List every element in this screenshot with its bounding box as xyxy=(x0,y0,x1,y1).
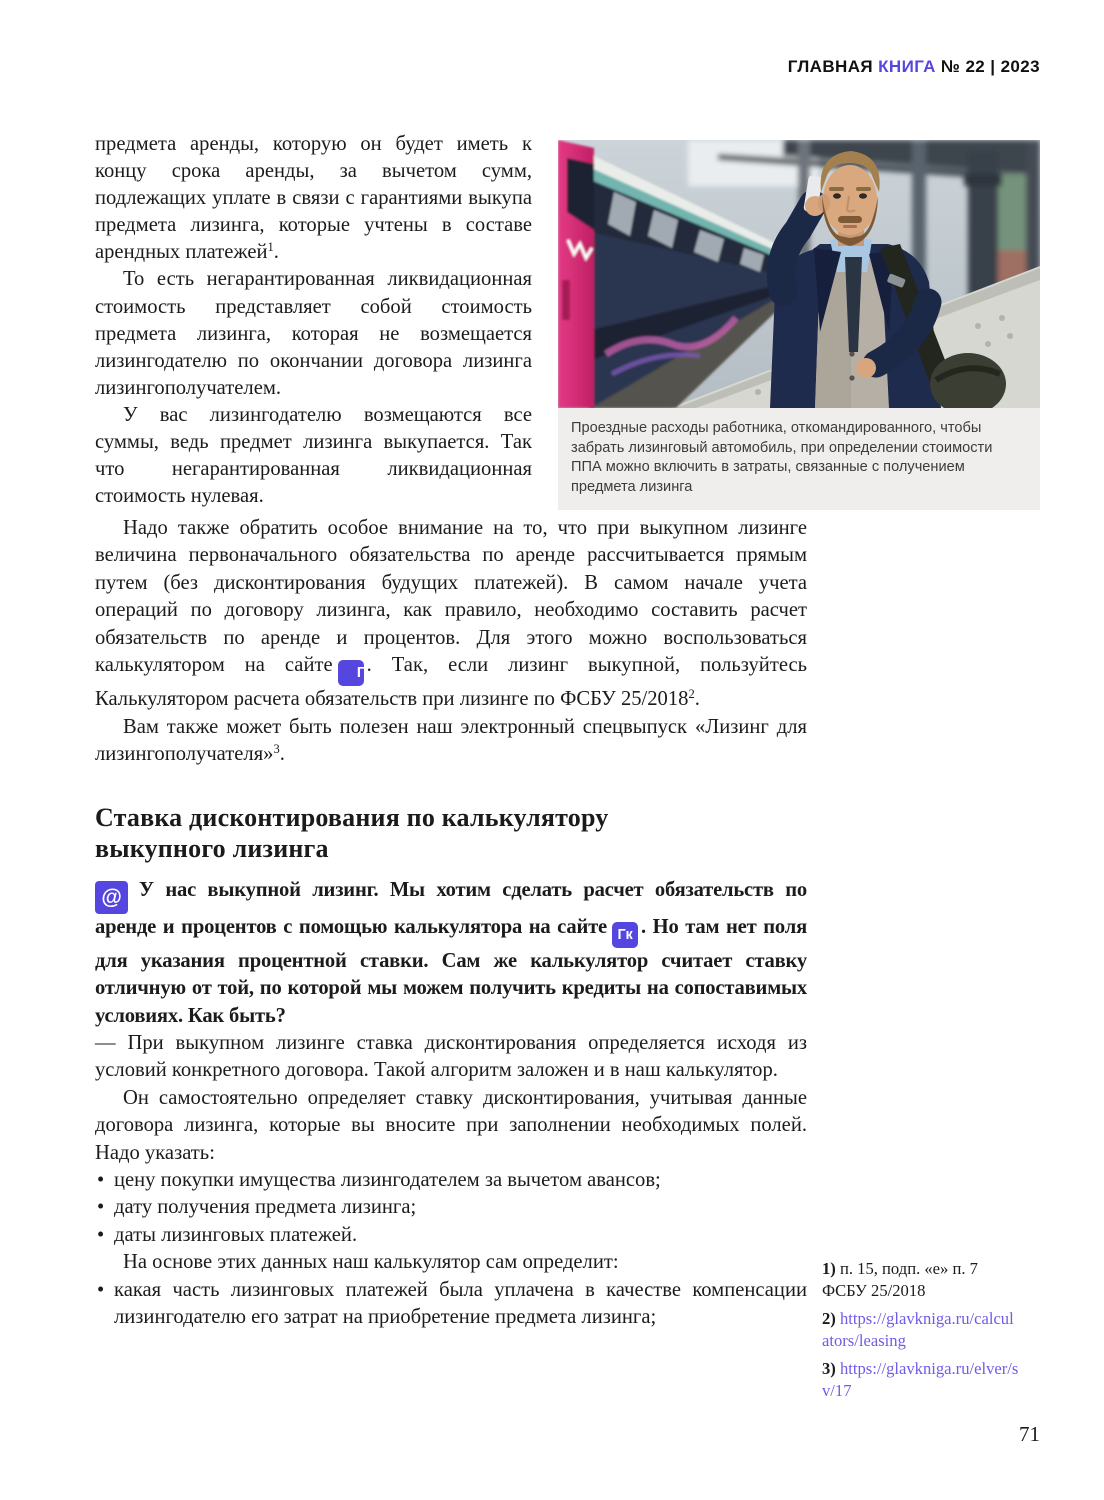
section-heading: Ставка дисконтирования по калькулятору выкупного лизинга xyxy=(95,802,609,863)
photo-illustration xyxy=(558,140,1040,408)
magazine-issue: № 22 | 2023 xyxy=(935,57,1040,76)
list-item: • цену покупки имущества лизингодателем за вычетом авансов; xyxy=(95,1167,807,1194)
left-text-column xyxy=(95,131,532,510)
list-item: • даты лизинговых платежей. xyxy=(95,1222,807,1249)
list-item: • какая часть лизинговых платежей была уплачена в качестве компенсации лизингодателю его затрат на приобретение предмета лизинга; xyxy=(95,1277,807,1332)
footnote-link-calculators[interactable]: https://glavkniga.ru/calculators/leasing xyxy=(822,1309,1014,1350)
paragraph: Надо также обратить особое внимание на то, что при выкупном лизинге величина первоначального обязательства по аренде рассчитывается прямым путем (без дисконтирования будущих платежей). В самом начале учета операций по договору лизинга, как правило, необходимо составить расчет обязательств по аренде и процентов. Для этого можно воспользоваться калькулятором на сайте Гк. Так, если лизинг выкупной, пользуйтесь Калькулятором расчета обязательств при лизинге по ФСБУ 25/2018$^2$. xyxy=(95,517,808,711)
glavkniga-site-icon: Гк xyxy=(338,660,364,686)
footnote-2: 2) https://glavkniga.ru/calculators/leasing xyxy=(822,1309,1014,1350)
magazine-title-brand: КНИГА xyxy=(878,57,936,76)
footnote-3: 3) https://glavkniga.ru/elver/sv/17 xyxy=(822,1359,1019,1400)
list-item: • дату получения предмета лизинга; xyxy=(95,1194,807,1221)
question-at-icon: @ xyxy=(95,881,128,914)
answer-paragraph: — При выкупном лизинге ставка дисконтирования определяется исходя из условий конкретного договора. Такой алгоритм заложен и в наш калькулятор. xyxy=(95,1031,807,1082)
paragraph: На основе этих данных наш калькулятор сам определит: xyxy=(123,1251,619,1274)
footnote-1: 1) п. 15, подп. «е» п. 7 ФСБУ 25/2018 xyxy=(822,1259,978,1300)
paragraph: У вас лизингодателю возмещаются все суммы, ведь предмет лизинга выкупается. Так что негарантированная ликвидационная стоимость нулевая. xyxy=(95,403,532,508)
glavkniga-site-icon: Гк xyxy=(612,922,638,948)
photo-train-platform xyxy=(558,140,1040,408)
footnotes-block xyxy=(822,1258,1020,1408)
answer-paragraph: Он самостоятельно определяет ставку дисконтирования, учитывая данные договора лизинга, которые вы вносите при заполнении необходимых полей. Надо указать: xyxy=(95,1086,807,1164)
magazine-header xyxy=(788,57,1040,77)
footnote-link-elver[interactable]: https://glavkniga.ru/elver/sv/17 xyxy=(822,1359,1019,1400)
paragraph: предмета аренды, которую он будет иметь к концу срока аренды, за вычетом сумм, подлежащих уплате в связи с гарантиями выкупа предмета лизинга, которые учтены в составе арендных платежей$^1$. xyxy=(95,133,532,264)
main-text-column xyxy=(95,515,807,1331)
footnote-ref-3: 3 xyxy=(273,742,280,757)
page-number: 71 xyxy=(1019,1422,1040,1446)
paragraph: То есть негарантированная ликвидационная стоимость представляет собой стоимость предмета лизинга, которая не возмещается лизингодателю по окончании договора лизинга лизингополучателем. xyxy=(95,268,532,399)
footnote-ref-1: 1 xyxy=(267,240,274,255)
reader-question: @ У нас выкупной лизинг. Мы хотим сделать расчет обязательств по аренде и процентов с помощью калькулятора на сайте Гк . Но там нет поля для указания процентной ставки. Сам же калькулятор считает ставку отличную от той, по которой мы можем получить кредиты на сопоставимых условиях. Как быть? xyxy=(95,878,808,1027)
footnote-ref-2: 2 xyxy=(688,687,695,702)
paragraph: Вам также может быть полезен наш электронный спецвыпуск «Лизинг для лизингополучателя»$^3$. xyxy=(95,715,807,766)
photo-caption: Проездные расходы работника, откомандированного, чтобы забрать лизинговый автомобиль, при определении стоимости ППА можно включить в затраты, связанные с получением предмета лизинга xyxy=(558,408,1040,510)
magazine-title-part1: ГЛАВНАЯ xyxy=(787,57,879,76)
